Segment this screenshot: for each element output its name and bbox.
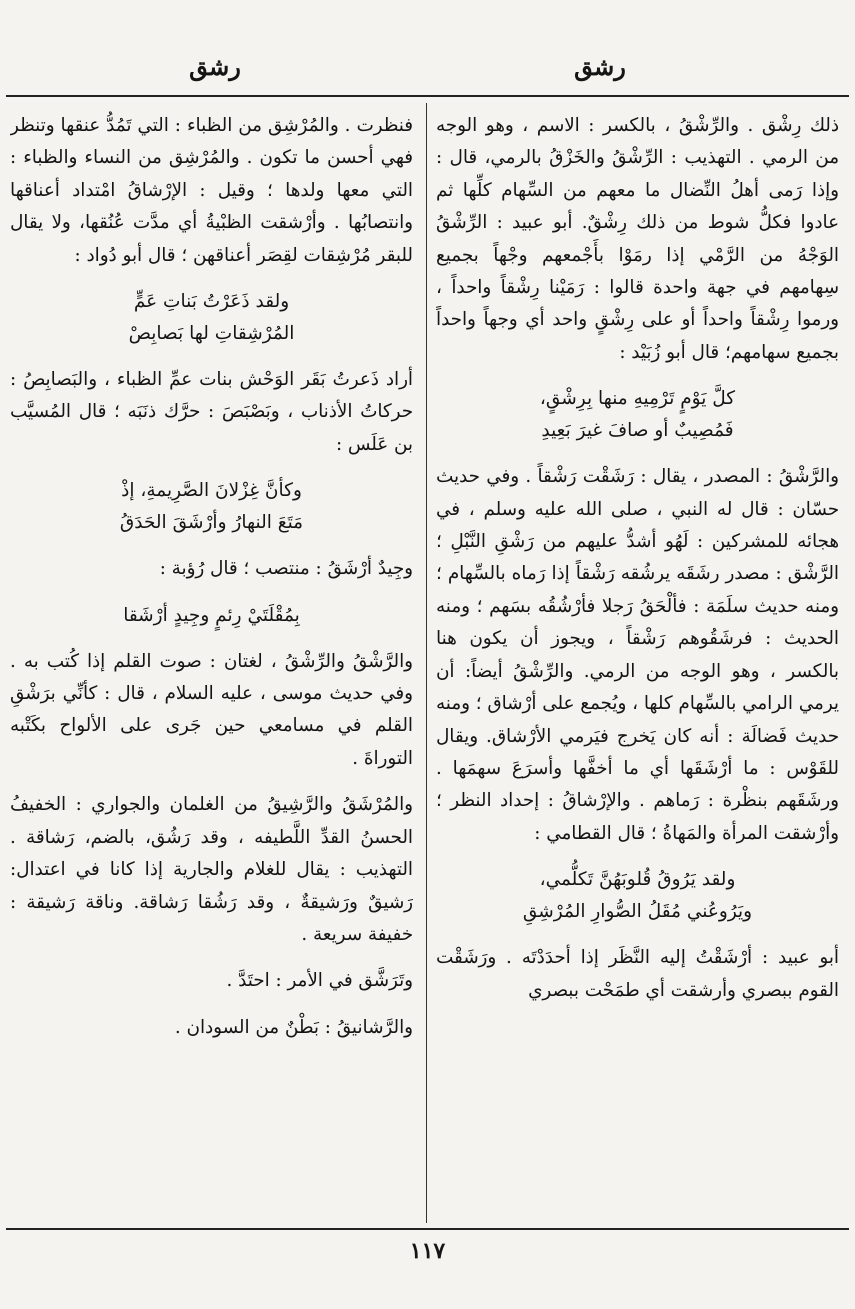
- paragraph: والمُرْشَقُ والرَّشِيقُ من الغلمان والجواري : الخفيفُ الحسنُ القدِّ اللَّطيفه ، وقد رَشُق، بالضم، رَشاقة . التهذيب : يقال للغلام والجارية إذا كانا في اعتدال: رَشيقٌ ورَشيقةٌ ، وقد رَشُقا رَشاقة. وناقة رَشيقة : خفيفة سريعة .: [10, 794, 413, 945]
- verse-line: ولقد يَرُوقُ قُلوبَهُنَّ تَكلُّمي،: [539, 869, 736, 891]
- left-column: [10, 110, 413, 1220]
- verse-line: وكأنَّ غِزْلانَ الصَّرِيمةِ، إذْ: [121, 480, 302, 502]
- right-column: [436, 110, 839, 1220]
- paragraph: وتَرَشَّق في الأمر : احتَدَّ .: [226, 970, 413, 992]
- header-left-word: رشق: [189, 52, 241, 81]
- verse-line: بِمُقْلَتَيْ رِئمٍ وجِيدٍ أرْشَقا: [123, 604, 300, 626]
- verse-line: ولقد ذَعَرْتُ بَناتِ عَمٍّ: [133, 291, 290, 313]
- column-divider: [426, 103, 427, 1223]
- verse: [436, 864, 839, 928]
- verse-line: كلَّ يَوْمٍ تَرْمِيهِ منها بِرِشْقٍ،: [539, 388, 736, 410]
- paragraph: والرَّشْقُ : المصدر ، يقال : رَشَقْت رَشْقاً . وفي حديث حسّان : قال له النبي ، صلى الله عليه وسلم ، في هجائه للمشركين : لَهُو أشدُّ عليهم من رَشْقِ النَّبْلِ ؛ الرَّشْق : مصدر رشَقَه يرشُقه رَشْقاً إذا رَماه بالسِّهام ؛ ومنه حديث سلَمَة : فألْحَقُ رَجلا فأرْشُقُه بسَهم ؛ ومنه الحديث : فرشَقُوهم رَشْقاً ، ويجوز أن يكون هنا بالكسر ، وهو الوجه من الرمي. والرِّشْقُ أيضاً: أن يرمي الرامي بالسِّهام كلها ، ويُجمع على أرْشاق ؛ ومنه حديث فَضالَة : أنه كان يَخرج فيَرمي الأرْشاق. ويقال للقَوْس : ما أرْشَقَها أي ما أخفَّها وأسرَعَ سهمَها . ورشَقَهم بنظْرة : رَماهم . والإرْشاقُ : إحداد النظر ؛ وأرْشقت المرأة والمَهاةُ ؛ قال القطامي :: [436, 466, 839, 844]
- bottom-rule: [6, 1228, 849, 1230]
- paragraph: ذلك رِشْق . والرِّشْقُ ، بالكسر : الاسم ، وهو الوجه من الرمي . التهذيب : الرِّشْقُ والخَزْقُ بالرمي، قال : وإذا رَمى أهلُ النِّضال ما معهم من السِّهام كلِّها ثم عادوا فكلُّ شوط من ذلك رِشْقٌ. أبو عبيد : الرِّشْقُ الوَجْهُ من الرَّمْي إذا رمَوْا بأَجْمعهم وجْهاً بجميع سِهامهم في جهة واحدة قالوا : رَمَيْنا رِشْقاً واحداً ، ورموا رِشْقاً واحداً أو على رِشْقٍ واحد أي وجهاً واحداً بجميع سهامهم؛ قال أبو زُبَيْد :: [436, 115, 839, 363]
- paragraph: أراد ذَعرتُ بَقَر الوَحْش بنات عمِّ الظباء ، والبَصابِصُ : حركاتُ الأذناب ، وبَصْبَصَ : حرَّك ذنَبَه ؛ قال المُسيَّب بن عَلَس :: [10, 369, 413, 455]
- paragraph: أبو عبيد : أرْشَقْتُ إليه النَّظَر إذا أحدَدْتَه . ورَشَقْت القوم ببصري وأرشقت أي طمَحْت ببصري: [436, 947, 839, 1001]
- page-number: ١١٧: [409, 1238, 446, 1264]
- verse: [436, 383, 839, 447]
- paragraph: فنظرت . والمُرْشِق من الظباء : التي تَمُدُّ عنقها وتنظر فهي أحسن ما تكون . والمُرْشِق من النساء والظباء : التي معها ولدها ؛ وقيل : الإرْشاقُ امْتداد أعناقها وانتصابُها . وأرْشقت الظبْيةُ أي مدَّت عُنُقها، ولا يقال للبقر مُرْشِقات لقِصَر أعناقهن ؛ قال أبو دُواد :: [10, 115, 413, 266]
- paragraph: وجِيدٌ أرْشَقُ : منتصب ؛ قال رُؤبة :: [159, 558, 413, 580]
- verse: [10, 286, 413, 350]
- verse: [10, 475, 413, 539]
- verse-line: المُرْشِقاتِ لها بَصابِصْ: [128, 323, 295, 345]
- top-rule: [6, 95, 849, 97]
- verse-line: مَتَعَ النهارُ وأرْشَقَ الحَدَقُ: [119, 512, 304, 534]
- paragraph: والرَّشْقُ والرِّشْقُ ، لغتان : صوت القلم إذا كُتب به . وفي حديث موسى ، عليه السلام ، قال : كأنِّي برَشْقِ القلم في مسامعي حين جَرى على الألواح بكَتْبه التوراةَ .: [10, 650, 413, 769]
- verse-line: ويَرُوعُني مُقَلُ الصُّوارِ المُرْشِقِ: [522, 901, 753, 923]
- verse: [10, 600, 413, 632]
- header-right-word: رشق: [574, 52, 626, 81]
- paragraph: والرَّشانيقُ : بَطْنٌ من السودان .: [174, 1016, 413, 1038]
- verse-line: فَمُصِيبٌ أو صافَ غيرَ بَعِيدِ: [541, 420, 734, 442]
